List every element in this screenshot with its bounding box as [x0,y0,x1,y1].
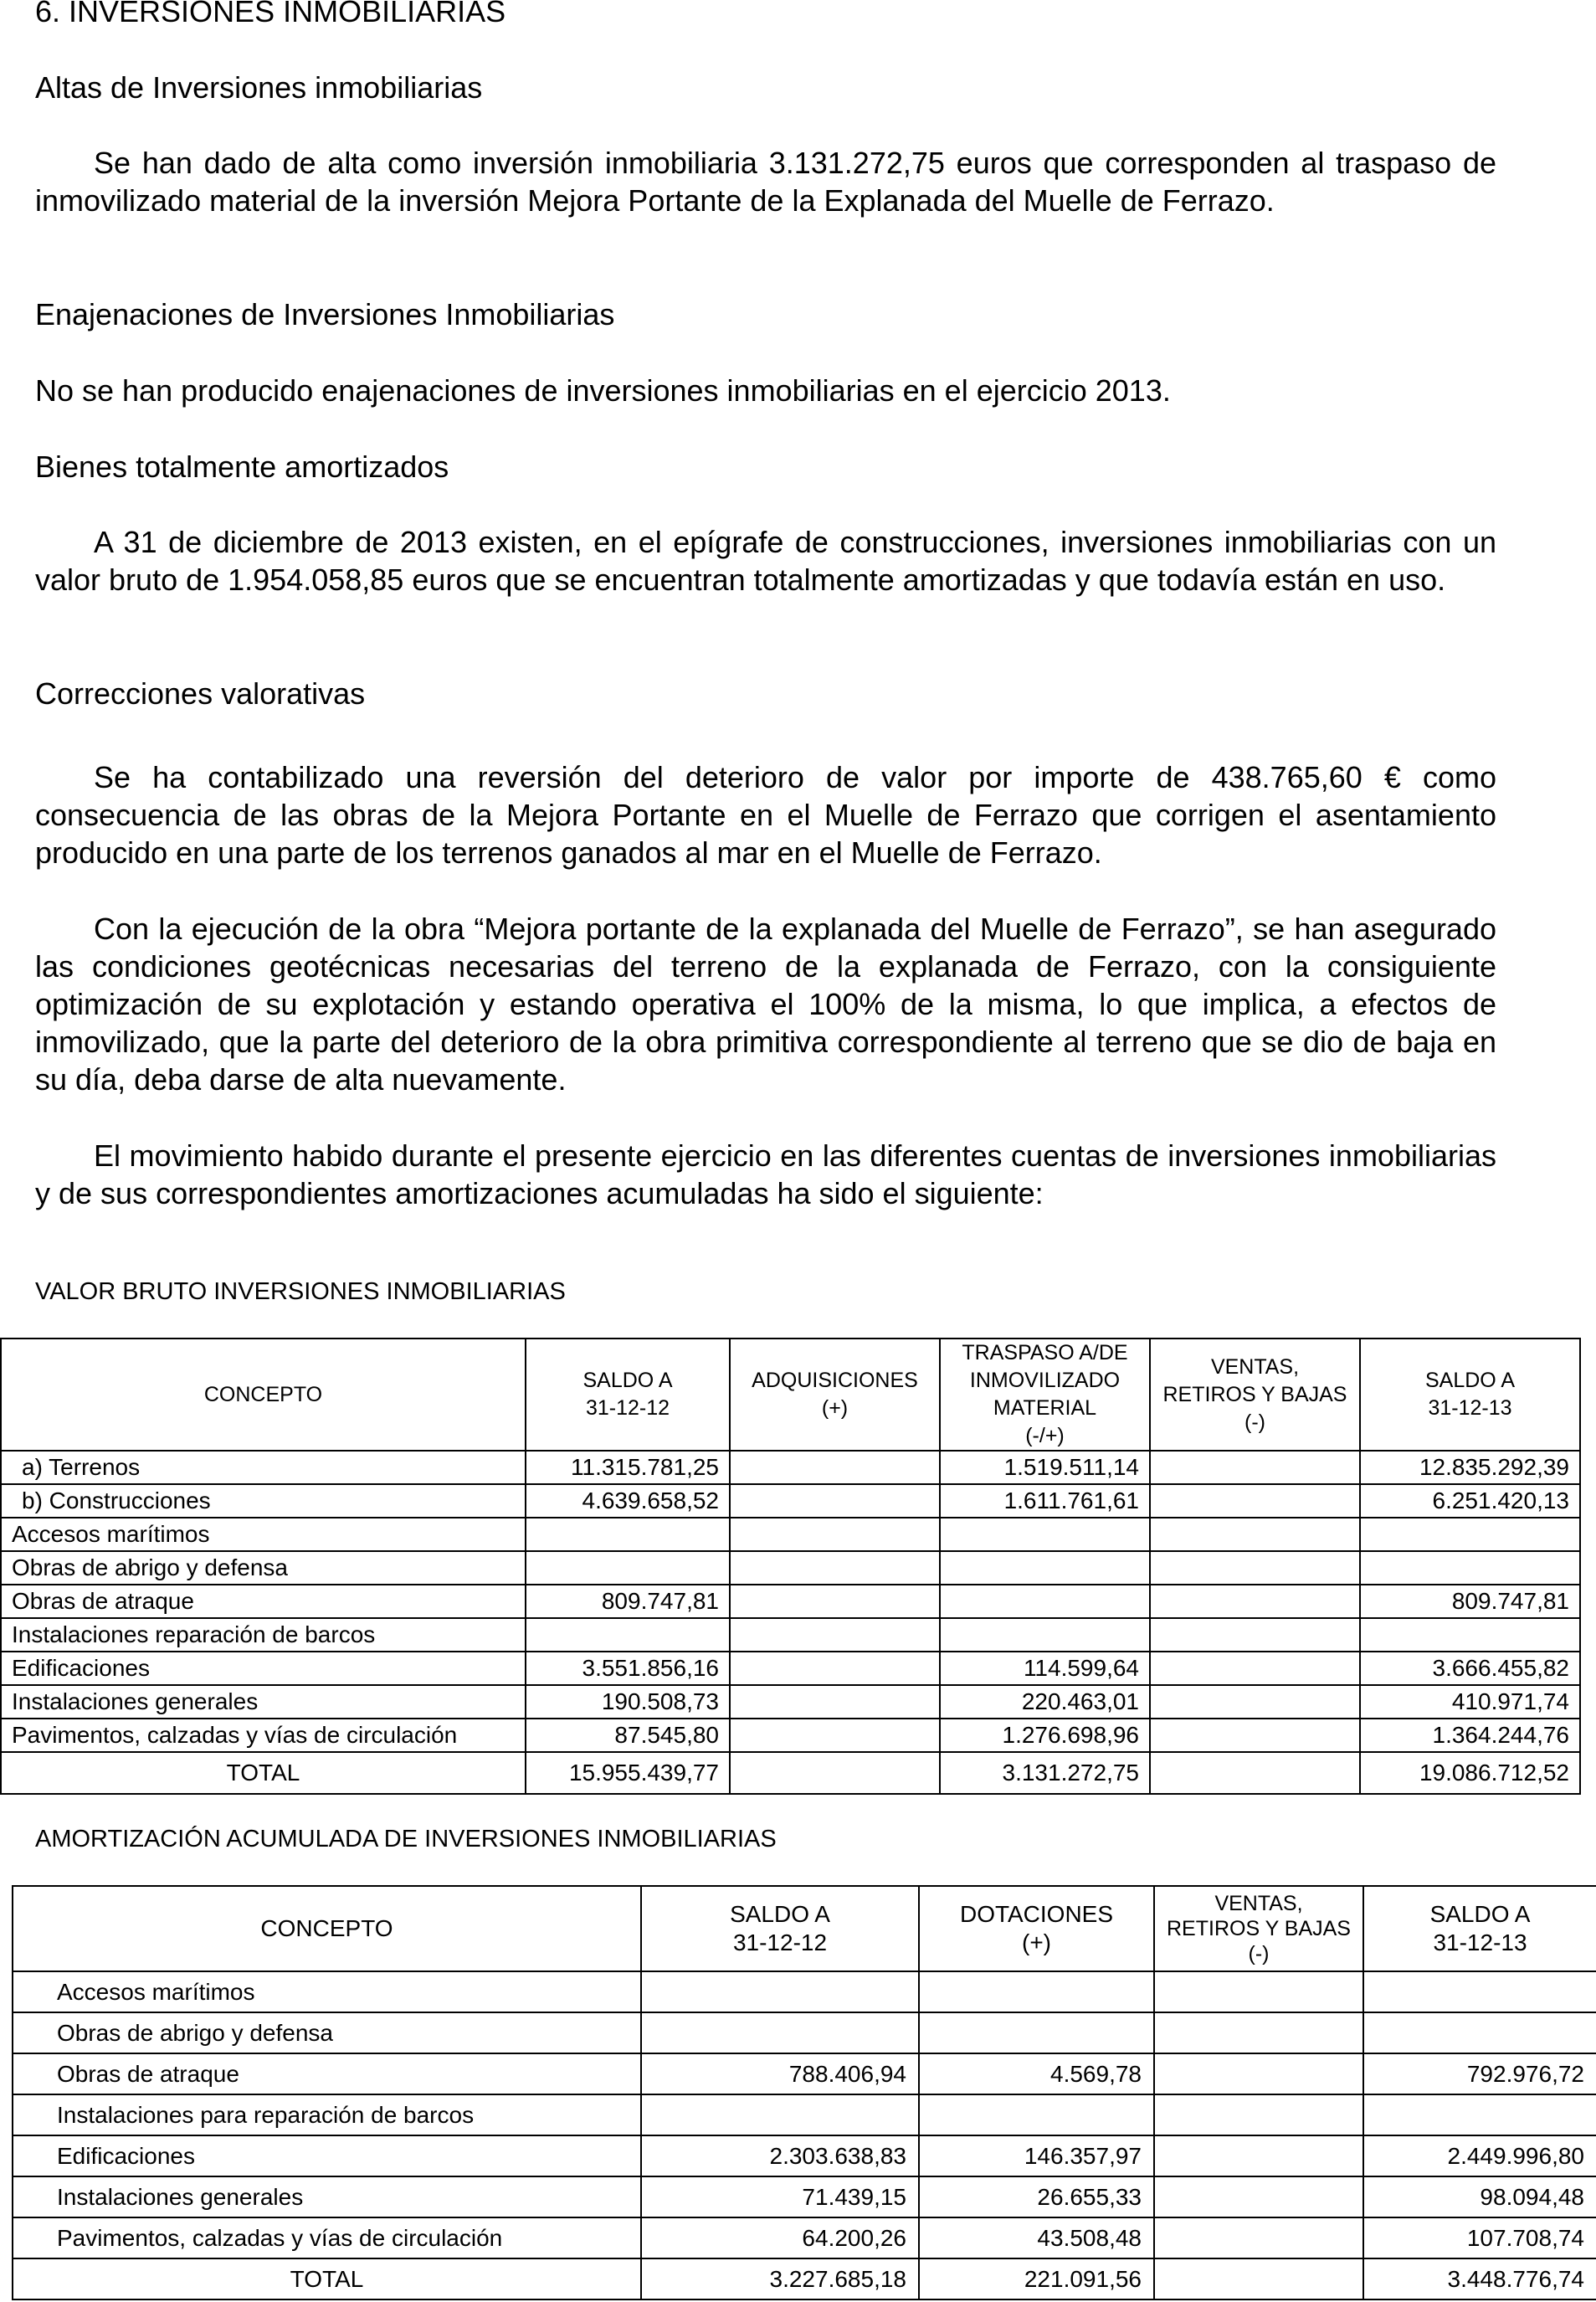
table-row: Instalaciones reparación de barcos [1,1618,1580,1652]
table-row: Instalaciones generales 190.508,73 220.463,01 410.971,74 [1,1685,1580,1719]
table-row: Obras de atraque 809.747,81 809.747,81 [1,1585,1580,1618]
paragraph-enajenaciones: No se han producido enajenaciones de inversiones inmobiliarias en el ejercicio 2013. [35,373,1171,408]
header-ventas-bajas: VENTAS, RETIROS Y BAJAS (-) [1154,1886,1363,1971]
table-total-row: TOTAL 15.955.439,77 3.131.272,75 19.086.712,52 [1,1752,1580,1794]
table-amortizacion [12,1885,1596,2300]
header-saldo-inicial: SALDO A 31-12-12 [641,1886,919,1971]
table-row: Accesos marítimos [13,1971,1596,2012]
header-concepto: CONCEPTO [13,1886,641,1971]
header-saldo-inicial: SALDO A 31-12-12 [526,1339,730,1451]
table-row: Pavimentos, calzadas y vías de circulación 64.200,26 43.508,48 107.708,74 [13,2217,1596,2258]
header-saldo-final: SALDO A 31-12-13 [1363,1886,1596,1971]
subheading-correcciones: Correcciones valorativas [35,676,366,711]
paragraph-altas: Se han dado de alta como inversión inmobiliaria 3.131.272,75 euros que corresponden al traspaso de inmovilizado material de la inversión Mejora Portante de la Explanada del Muelle de Ferrazo. [35,146,1496,218]
table-total-row: TOTAL 3.227.685,18 221.091,56 3.448.776,74 [13,2258,1596,2299]
table-header-row [1,1339,1580,1451]
subheading-enajenaciones: Enajenaciones de Inversiones Inmobiliarias [35,297,615,331]
table-row: Edificaciones 2.303.638,83 146.357,97 2.449.996,80 [13,2135,1596,2176]
header-ventas-bajas: VENTAS, RETIROS Y BAJAS (-) [1150,1339,1360,1451]
subheading-altas: Altas de Inversiones inmobiliarias [35,70,483,105]
table-row: Obras de atraque 788.406,94 4.569,78 792.976,72 [13,2053,1596,2094]
table-header-row [13,1886,1596,1971]
header-dotaciones: DOTACIONES (+) [919,1886,1154,1971]
header-saldo-final: SALDO A 31-12-13 [1360,1339,1580,1451]
table-row: Instalaciones para reparación de barcos [13,2094,1596,2135]
paragraph-ejecucion-obra: Con la ejecución de la obra “Mejora portante de la explanada del Muelle de Ferrazo”, se han asegurado las condiciones geotécnicas necesarias del terreno de la explanada de Ferrazo, con la consiguiente optimización de su explotación y estando operativa el 100% de la misma, lo que implica, a efectos de inmovilizado, que la parte del deterioro de la obra primitiva correspondiente al terreno que se dio de baja en su día, deba darse de alta nuevamente. [35,912,1496,1097]
table-row: b) Construcciones 4.639.658,52 1.611.761,61 6.251.420,13 [1,1484,1580,1518]
header-concepto: CONCEPTO [1,1339,526,1451]
section-heading: 6. INVERSIONES INMOBILIARIAS [35,0,506,28]
table-row: Obras de abrigo y defensa [13,2012,1596,2053]
table-bruto-caption: VALOR BRUTO INVERSIONES INMOBILIARIAS [35,1278,566,1305]
paragraph-movimiento: El movimiento habido durante el presente ejercicio en las diferentes cuentas de inversiones inmobiliarias y de sus correspondientes amortizaciones acumuladas ha sido el siguiente: [35,1138,1496,1210]
table-valor-bruto [0,1338,1581,1795]
table-row: Edificaciones 3.551.856,16 114.599,64 3.666.455,82 [1,1652,1580,1685]
subheading-bienes-amortizados: Bienes totalmente amortizados [35,450,449,484]
table-amort-caption: AMORTIZACIÓN ACUMULADA DE INVERSIONES INMOBILIARIAS [35,1826,777,1852]
header-adquisiciones: ADQUISICIONES (+) [730,1339,940,1451]
header-traspaso: TRASPASO A/DE INMOVILIZADO MATERIAL (-/+) [940,1339,1150,1451]
paragraph-bienes-amortizados: A 31 de diciembre de 2013 existen, en el epígrafe de construcciones, inversiones inmobiliarias con un valor bruto de 1.954.058,85 euros que se encuentran totalmente amortizadas y que todavía están en uso. [35,525,1496,597]
table-row: Obras de abrigo y defensa [1,1551,1580,1585]
paragraph-reversion: Se ha contabilizado una reversión del deterioro de valor por importe de 438.765,60 € como consecuencia de las obras de la Mejora Portante en el Muelle de Ferrazo que corrigen el asentamiento producido en una parte de los terrenos ganados al mar en el Muelle de Ferrazo. [35,760,1496,870]
table-row: Instalaciones generales 71.439,15 26.655,33 98.094,48 [13,2176,1596,2217]
table-row: a) Terrenos 11.315.781,25 1.519.511,14 12.835.292,39 [1,1451,1580,1484]
table-row: Accesos marítimos [1,1518,1580,1551]
table-row: Pavimentos, calzadas y vías de circulación 87.545,80 1.276.698,96 1.364.244,76 [1,1719,1580,1752]
